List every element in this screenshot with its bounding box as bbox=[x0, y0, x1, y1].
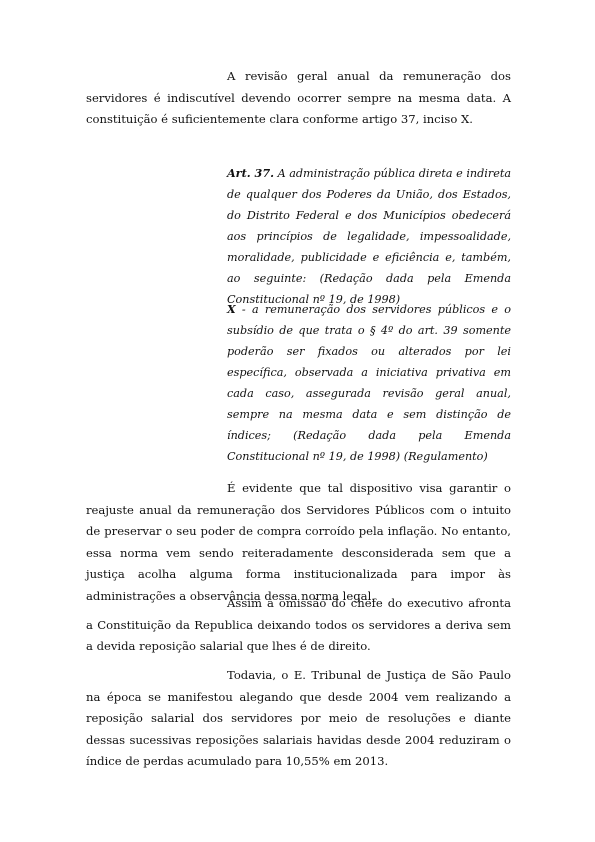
quote-inciso-x-label: X bbox=[227, 302, 236, 316]
quote-art-37 bbox=[227, 163, 511, 310]
quote-inciso-x bbox=[227, 299, 511, 467]
paragraph-tribunal: Todavia, o E. Tribunal de Justiça de São Paulo na época se manifestou alegando que desde 2004 vem realizando a reposição salarial dos servidores por meio de resoluções e diante dessas sucessivas reposições salariais havidas desde 2004 reduziram o índice de perdas acumulado para 10,55% em 2013. bbox=[86, 668, 511, 768]
paragraph-evidente: É evidente que tal dispositivo visa garantir o reajuste anual da remuneração dos Servidores Públicos com o intuito de preservar o seu poder de compra corroído pela inflação. No entanto, essa norma vem sendo reiteradamente desconsiderada sem que a justiça acolha alguma forma institucionalizada para impor às administrações a observância dessa norma legal. bbox=[86, 481, 511, 603]
quote-art-37-text: A administração pública direta e indireta de qualquer dos Poderes da União, dos Estados, do Distrito Federal e dos Municípios obedecerá aos princípios de legalidade, impessoalidade, moralidade, publicidade e eficiência e, também, ao seguinte: (Redação dada pela Emenda Constitucional nº 19, de 1998) bbox=[227, 167, 511, 306]
quote-art-37-label: Art. 37. bbox=[227, 166, 275, 180]
paragraph-revisao-geral: A revisão geral anual da remuneração dos servidores é indiscutível devendo ocorrer sempre na mesma data. A constituição é suficientemente clara conforme artigo 37, inciso X. bbox=[86, 69, 511, 126]
paragraph-omissao: Assim a omissão do chefe do executivo afronta a Constituição da Republica deixando todos os servidores a deriva sem a devida reposição salarial que lhes é de direito. bbox=[86, 596, 511, 653]
quote-inciso-x-text: - a remuneração dos servidores públicos e o subsídio de que trata o § 4º do art. 39 somente poderão ser fixados ou alterados por lei específica, observada a iniciativa privativa em cada caso, assegurada revisão geral anual, sempre na mesma data e sem distinção de índices; (Redação dada pela Emenda Constitucional nº 19, de 1998) (Regulamento) bbox=[227, 303, 511, 463]
